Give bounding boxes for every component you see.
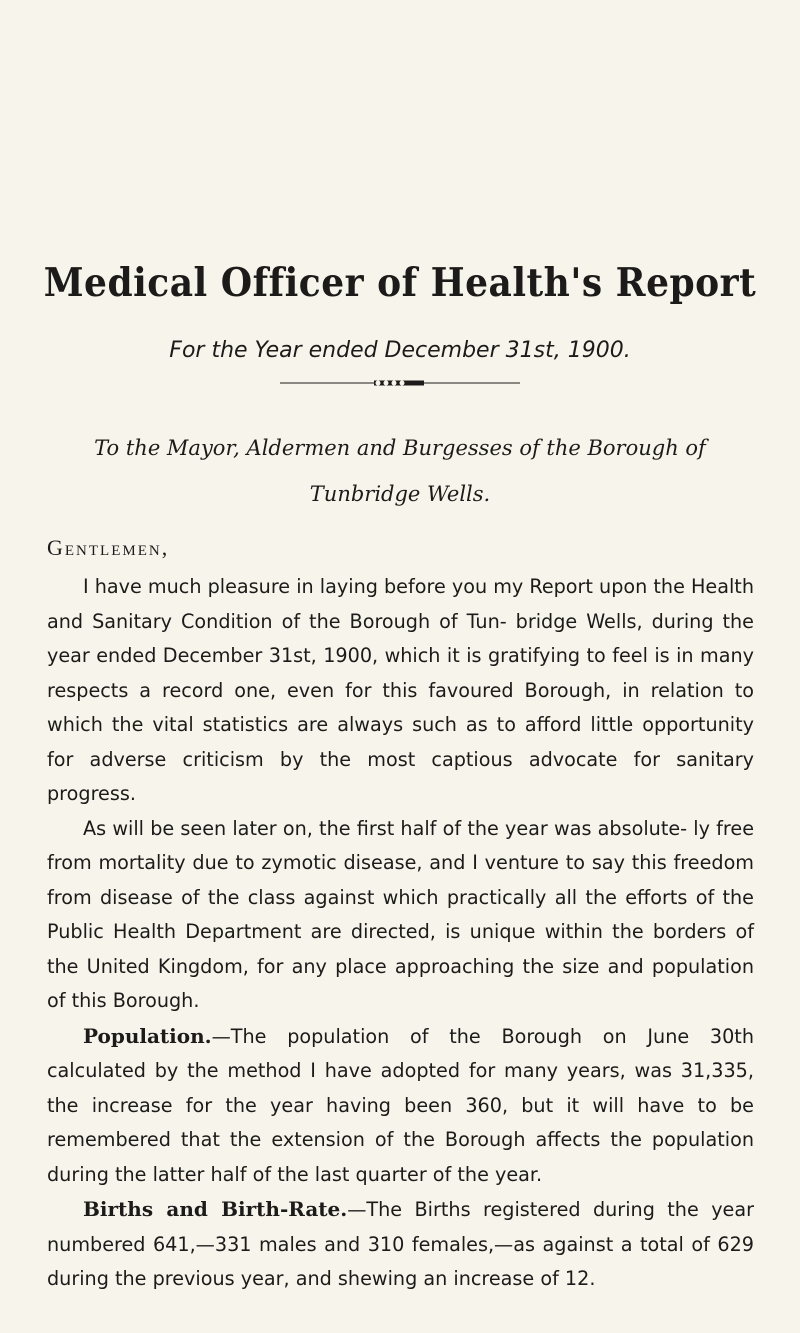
salutation: Gentlemen,: [47, 535, 170, 560]
section-heading-births: Births and Birth-Rate.: [83, 1197, 348, 1221]
report-title: Medical Officer of Health's Report: [43, 260, 757, 306]
section-heading-population: Population.: [83, 1023, 212, 1048]
paragraph-zymotic: As will be seen later on, the first half of the year was absolute- ly free from mortality due to zymotic disease, and I venture to say this freedom from disease of the class against which practically all the efforts of the Public Health Department are directed, is unique within the borders of the United Kingdom, for any place approaching the size and population of this Borough.: [47, 816, 754, 1012]
address-block: [0, 425, 800, 517]
report-body: [47, 570, 754, 1297]
paragraph-intro: I have much pleasure in laying before you my Report upon the Health and Sanitary Condition of the Borough of Tun- bridge Wells, during the year ended December 31st, 1900, which it is gratifying to feel is in many respects a record one, even for this favoured Borough, in relation to which the vital statistics are always such as to afford little opportunity for adverse criticism by the most captious advocate for sanitary progress.: [47, 575, 754, 805]
address-line-2: Tunbridge Wells.: [309, 482, 491, 506]
section-births: [47, 1192, 754, 1297]
section-text-population: —The population of the Borough on June 30th calculated by the method I have adopted for many years, was 31,335, the increase for the year having been 360, but it will have to be remembered that the extension of the Borough affects the population during the latter half of the last quarter of the year.: [47, 1024, 754, 1186]
section-population: [47, 1019, 754, 1193]
section-text-births: —The Births registered during the year numbered 641,—331 males and 310 females,—as against a total of 629 during the previous year, and shewing an increase of 12.: [47, 1198, 755, 1290]
report-subtitle: For the Year ended December 31st, 1900.: [169, 338, 631, 363]
address-line-1: To the Mayor, Aldermen and Burgesses of the Borough of: [94, 436, 706, 460]
ornamental-divider: [280, 379, 520, 387]
